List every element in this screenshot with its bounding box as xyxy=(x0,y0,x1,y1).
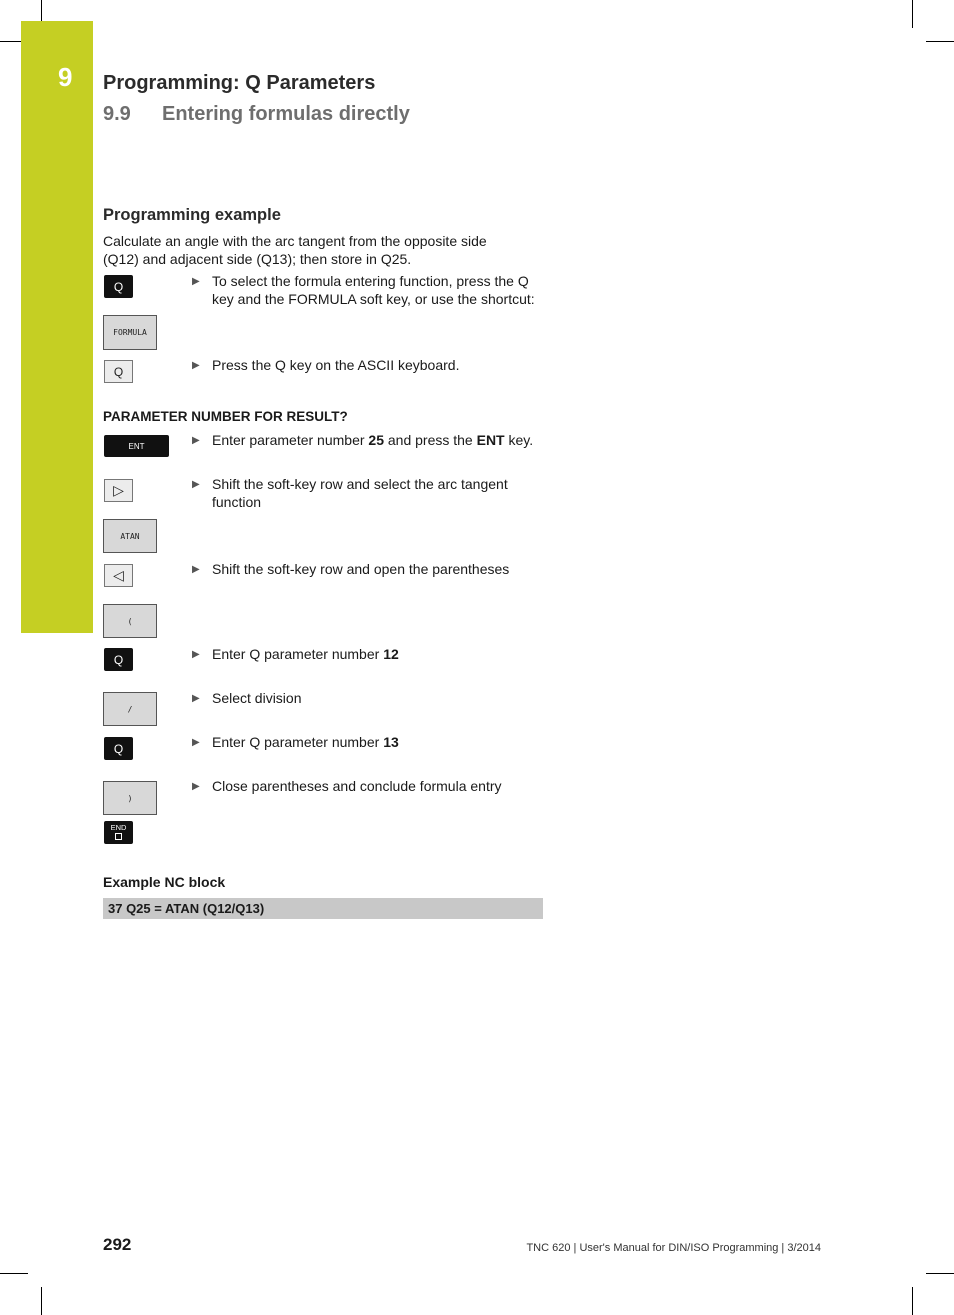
shift-right-key[interactable]: ▷ xyxy=(104,479,133,502)
parameter-prompt: PARAMETER NUMBER FOR RESULT? xyxy=(103,409,348,424)
open-parenthesis-softkey[interactable]: ( xyxy=(103,604,157,638)
bullet-arrow-icon: ▶ xyxy=(192,479,200,490)
intro-paragraph: Calculate an angle with the arc tangent from the opposite side (Q12) and adjacent side (Q13); then store in Q25. xyxy=(103,233,487,267)
division-softkey[interactable]: / xyxy=(103,692,157,726)
q-key[interactable]: Q xyxy=(104,737,133,760)
end-square-icon xyxy=(115,833,122,840)
section-title: Entering formulas directly xyxy=(162,103,410,125)
q-ascii-key[interactable]: Q xyxy=(104,360,133,383)
end-key[interactable]: END xyxy=(104,821,133,844)
bullet-arrow-icon: ▶ xyxy=(192,737,200,748)
q-key[interactable]: Q xyxy=(104,648,133,671)
bullet-arrow-icon: ▶ xyxy=(192,564,200,575)
crop-mark xyxy=(926,1273,954,1274)
bullet-arrow-icon: ▶ xyxy=(192,693,200,704)
shift-left-key[interactable]: ◁ xyxy=(104,564,133,587)
formula-softkey[interactable]: FORMULA xyxy=(103,315,157,350)
section-number: 9.9 xyxy=(103,103,131,125)
ent-key[interactable]: ENT xyxy=(104,435,169,457)
bullet-arrow-icon: ▶ xyxy=(192,781,200,792)
crop-mark xyxy=(41,1287,42,1315)
bullet-arrow-icon: ▶ xyxy=(192,360,200,371)
nc-block-label: Example NC block xyxy=(103,874,226,890)
crop-mark xyxy=(926,41,954,42)
bullet-arrow-icon: ▶ xyxy=(192,276,200,287)
atan-softkey[interactable]: ATAN xyxy=(103,519,157,553)
crop-mark xyxy=(912,1287,913,1315)
crop-mark xyxy=(912,0,913,28)
nc-code-block: 37 Q25 = ATAN (Q12/Q13) xyxy=(103,898,543,919)
q-key[interactable]: Q xyxy=(104,275,133,298)
bullet-arrow-icon: ▶ xyxy=(192,649,200,660)
crop-mark xyxy=(0,41,21,42)
close-parenthesis-softkey[interactable]: ) xyxy=(103,781,157,815)
bullet-arrow-icon: ▶ xyxy=(192,435,200,446)
programming-example-heading: Programming example xyxy=(103,206,281,224)
chapter-color-bar xyxy=(21,21,93,633)
crop-mark xyxy=(41,0,42,21)
chapter-number: 9 xyxy=(58,62,73,92)
chapter-title: Programming: Q Parameters xyxy=(103,72,376,94)
crop-mark xyxy=(0,1273,28,1274)
page-number: 292 xyxy=(103,1235,132,1254)
footer-text: TNC 620 | User's Manual for DIN/ISO Programming | 3/2014 xyxy=(526,1242,821,1254)
